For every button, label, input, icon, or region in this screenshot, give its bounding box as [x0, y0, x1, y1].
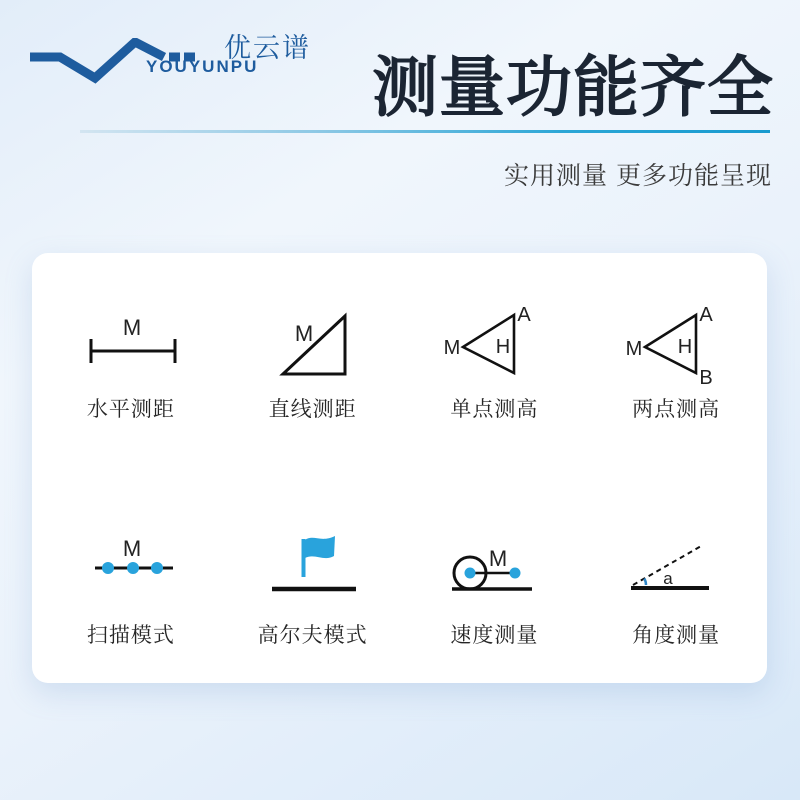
feature-single-point-height	[404, 295, 586, 458]
feature-label: 速度测量	[450, 623, 539, 647]
two-point-height-icon	[621, 295, 731, 395]
feature-horizontal-distance	[40, 295, 222, 458]
svg-text:M: M	[294, 321, 313, 346]
title-divider	[80, 130, 770, 133]
golf-mode-icon	[258, 521, 368, 621]
feature-speed-measure	[404, 521, 586, 684]
line-distance-icon	[258, 295, 368, 395]
svg-text:H: H	[677, 336, 693, 358]
svg-text:M: M	[444, 337, 461, 359]
svg-text:M: M	[625, 338, 643, 360]
feature-two-point-height	[585, 295, 767, 458]
svg-text:a: a	[663, 568, 673, 588]
svg-text:M: M	[122, 315, 142, 340]
feature-label: 扫描模式	[86, 623, 175, 647]
brand-logo	[28, 24, 311, 84]
features-card	[32, 253, 767, 683]
svg-text:M: M	[122, 535, 142, 561]
scan-mode-icon	[76, 521, 186, 621]
feature-angle-measure	[585, 521, 767, 684]
single-point-height-icon	[439, 295, 549, 395]
page-title: 测量功能齐全	[372, 50, 774, 124]
feature-golf-mode	[222, 521, 404, 684]
feature-label: 高尔夫模式	[257, 623, 368, 647]
feature-label: 水平测距	[86, 398, 175, 421]
svg-text:B: B	[699, 367, 713, 389]
brand-name-cn: 优云谱	[224, 33, 311, 63]
feature-line-distance	[222, 295, 404, 458]
feature-label: 角度测量	[632, 623, 721, 647]
page-subtitle: 实用测量 更多功能呈现	[504, 162, 772, 190]
brand-name-en: YOUYUNPU	[146, 57, 259, 76]
horizontal-distance-icon	[76, 295, 186, 395]
feature-scan-mode	[40, 521, 222, 684]
svg-text:A: A	[517, 304, 532, 326]
speed-measure-icon	[439, 521, 549, 621]
angle-measure-icon	[621, 521, 731, 621]
feature-label: 两点测高	[632, 398, 721, 421]
svg-text:M: M	[489, 545, 508, 571]
feature-label: 直线测距	[268, 398, 357, 421]
feature-label: 单点测高	[450, 398, 539, 421]
svg-text:A: A	[699, 304, 713, 326]
svg-text:H: H	[496, 336, 511, 358]
